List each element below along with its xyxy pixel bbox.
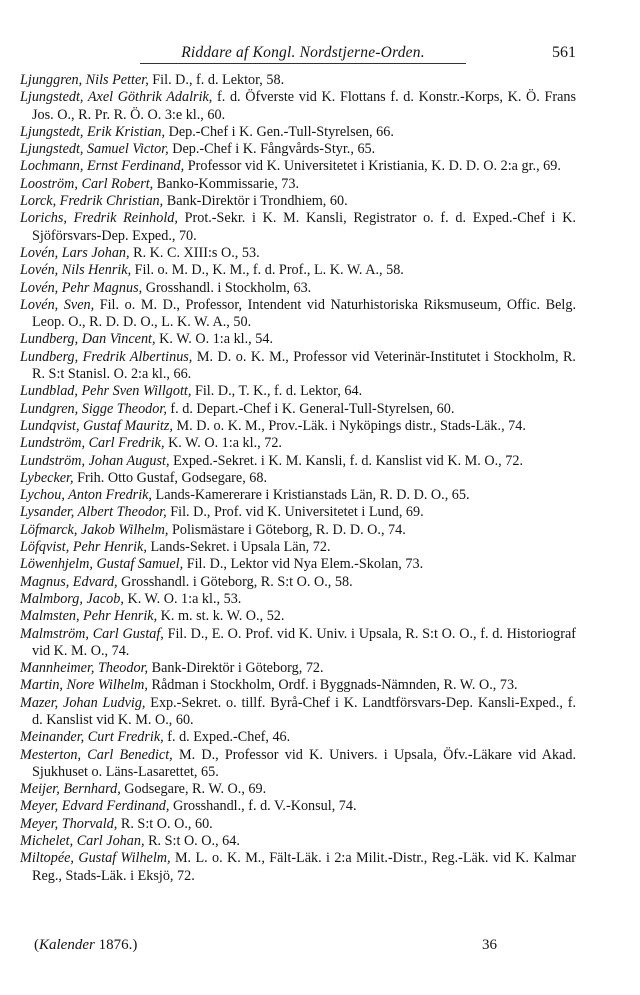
- entry-name: Mesterton, Carl Benedict,: [20, 746, 173, 763]
- entry-name: Ljungstedt, Axel Göthrik Adalrik,: [20, 89, 213, 106]
- entry-details: f. d. Depart.-Chef i K. General-Tull-Styrelsen, 60.: [166, 400, 455, 417]
- entry-name: Löwenhjelm, Gustaf Samuel,: [20, 556, 184, 573]
- entry-details: Fil. o. M. D., Professor, Intendent vid Naturhistoriska Riksmuseum, Offic. Belg. Leop. O., R. D. D. O., L. K. W. A., 50.: [32, 296, 576, 331]
- list-item: [20, 798, 576, 815]
- calendar-year: 1876.): [94, 937, 138, 953]
- entry-name: Lundqvist, Gustaf Mauritz,: [20, 417, 173, 434]
- entry-details: M. D. o. K. M., Professor vid Veterinär-Institutet i Stockholm, R. R. S:t Stanisl. O. 2:a kl., 66.: [32, 348, 576, 383]
- entry-name: Lovén, Sven,: [20, 296, 95, 313]
- list-item: [20, 124, 576, 141]
- list-item: [20, 297, 576, 332]
- entry-name: Löfqvist, Pehr Henrik,: [20, 539, 147, 556]
- list-item: [20, 677, 576, 694]
- list-item: [20, 747, 576, 782]
- entry-name: Lorichs, Fredrik Reinhold,: [20, 210, 178, 227]
- entry-name: Meyer, Thorvald,: [20, 815, 118, 832]
- page-number: 561: [552, 44, 576, 61]
- entry-details: Fil. D., Lektor vid Nya Elem.-Skolan, 73.: [183, 556, 424, 573]
- list-item: [20, 141, 576, 158]
- list-item: [20, 193, 576, 210]
- entry-name: Ljungstedt, Samuel Victor,: [20, 141, 169, 158]
- list-item: [20, 816, 576, 833]
- calendar-label: [34, 937, 137, 954]
- list-item: [20, 89, 576, 124]
- entry-details: Fil. D., f. d. Lektor, 58.: [148, 72, 285, 88]
- entry-name: Lovén, Pehr Magnus,: [20, 279, 143, 296]
- list-item: [20, 210, 576, 245]
- list-item: [20, 850, 576, 885]
- list-item: [20, 781, 576, 798]
- entry-name: Lychou, Anton Fredrik,: [20, 487, 152, 504]
- entry-name: Lysander, Albert Theodor,: [20, 504, 167, 521]
- entry-name: Ljunggren, Nils Petter,: [20, 72, 149, 88]
- entry-details: Grosshandl., f. d. V.-Konsul, 74.: [169, 798, 357, 815]
- entry-name: Lovén, Lars Johan,: [20, 244, 130, 261]
- entry-name: Looström, Carl Robert,: [20, 175, 154, 192]
- list-item: [20, 72, 576, 89]
- list-item: [20, 591, 576, 608]
- entry-name: Löfmarck, Jakob Wilhelm,: [20, 521, 169, 538]
- entry-details: Bank-Direktör i Göteborg, 72.: [148, 660, 324, 677]
- entry-name: Ljungstedt, Erik Kristian,: [20, 123, 166, 140]
- entry-list: [20, 72, 576, 885]
- list-item: [20, 418, 576, 435]
- entry-name: Lorck, Fredrik Christian,: [20, 193, 164, 210]
- list-item: [20, 695, 576, 730]
- entry-details: Dep.-Chef i K. Gen.-Tull-Styrelsen, 66.: [165, 123, 394, 140]
- entry-name: Meinander, Curt Fredrik,: [20, 729, 164, 746]
- entry-details: R. S:t O. O., 60.: [117, 815, 213, 832]
- entry-details: Fil. D., Prof. vid K. Universitetet i Lund, 69.: [166, 504, 424, 521]
- list-item: [20, 556, 576, 573]
- entry-details: Godsegare, R. W. O., 69.: [120, 781, 267, 798]
- entry-details: Fil. o. M. D., K. M., f. d. Prof., L. K. W. A., 58.: [131, 262, 404, 279]
- list-item: [20, 833, 576, 850]
- entry-details: M. L. o. K. M., Fält-Läk. i 2:a Milit.-Distr., Reg.-Läk. vid K. Kalmar Reg., Stads-Läk. i Eksjö, 72.: [32, 850, 576, 884]
- entry-name: Lochmann, Ernst Ferdinand,: [20, 158, 185, 175]
- entry-name: Miltopée, Gustaf Wilhelm,: [20, 850, 171, 867]
- list-item: [20, 349, 576, 384]
- entry-name: Meijer, Bernhard,: [20, 781, 121, 798]
- list-item: [20, 176, 576, 193]
- entry-details: f. d. Exped.-Chef, 46.: [163, 729, 291, 746]
- entry-name: Lundström, Carl Fredrik,: [20, 435, 165, 452]
- entry-name: Lovén, Nils Henrik,: [20, 262, 132, 279]
- entry-name: Mazer, Johan Ludvig,: [20, 694, 146, 711]
- entry-details: Banko-Kommissarie, 73.: [153, 175, 300, 192]
- list-item: [20, 729, 576, 746]
- entry-details: R. S:t O. O., 64.: [144, 833, 240, 850]
- page-footer: [20, 937, 576, 959]
- entry-details: K. W. O. 1:a kl., 53.: [123, 590, 242, 607]
- entry-name: Lundgren, Sigge Theodor,: [20, 400, 167, 417]
- running-title: Riddare af Kongl. Nordstjerne-Orden.: [140, 44, 466, 64]
- list-item: [20, 435, 576, 452]
- list-item: [20, 487, 576, 504]
- list-item: [20, 470, 576, 487]
- entry-name: Lundberg, Dan Vincent,: [20, 331, 156, 348]
- open-paren: (: [34, 937, 39, 953]
- entry-details: Fil. D., E. O. Prof. vid K. Univ. i Upsala, R. S:t O. O., f. d. Historiograf vid K. M. O., 74.: [32, 625, 576, 659]
- entry-details: R. K. C. XIII:s O., 53.: [129, 244, 260, 261]
- list-item: [20, 383, 576, 400]
- entry-name: Lundström, Johan August,: [20, 452, 170, 469]
- list-item: [20, 539, 576, 556]
- entry-details: Fil. D., T. K., f. d. Lektor, 64.: [191, 383, 363, 400]
- list-item: [20, 626, 576, 661]
- entry-details: Lands-Kamererare i Kristianstads Län, R. D. D. O., 65.: [151, 487, 470, 504]
- signature-mark: 36: [482, 937, 497, 953]
- list-item: [20, 574, 576, 591]
- entry-details: Bank-Direktör i Trondhiem, 60.: [163, 193, 348, 210]
- list-item: [20, 608, 576, 625]
- entry-details: Exped.-Sekret. i K. M. Kansli, f. d. Kanslist vid K. M. O., 72.: [169, 452, 523, 469]
- entry-details: M. D., Professor vid K. Univers. i Upsala, Öfv.-Läkare vid Akad. Sjukhuset o. Läns-Lasarettet, 65.: [32, 746, 576, 780]
- list-item: [20, 280, 576, 297]
- entry-details: K. m. st. k. W. O., 52.: [157, 608, 285, 625]
- entry-name: Lundberg, Fredrik Albertinus,: [20, 348, 193, 365]
- entry-details: Exp.-Sekret. o. tillf. Byrå-Chef i K. Landtförsvars-Dep. Kansli-Exped., f. d. Kanslist vid K. M. O., 60.: [32, 694, 576, 728]
- entry-name: Martin, Nore Wilhelm,: [20, 677, 148, 694]
- list-item: [20, 453, 576, 470]
- entry-details: K. W. O. 1:a kl., 72.: [164, 435, 282, 452]
- entry-name: Magnus, Edvard,: [20, 573, 118, 590]
- list-item: [20, 522, 576, 539]
- calendar-word: Kalender: [39, 937, 95, 953]
- entry-details: Grosshandl. i Stockholm, 63.: [142, 279, 312, 296]
- entry-name: Mannheimer, Theodor,: [20, 660, 149, 677]
- entry-details: Professor vid K. Universitetet i Kristiania, K. D. D. O. 2:a gr., 69.: [184, 158, 561, 175]
- entry-details: Frih. Otto Gustaf, Godsegare, 68.: [73, 469, 268, 486]
- entry-details: K. W. O. 1:a kl., 54.: [155, 331, 274, 348]
- entry-details: Polismästare i Göteborg, R. D. D. O., 74.: [168, 521, 406, 538]
- entry-details: Lands-Sekret. i Upsala Län, 72.: [146, 539, 331, 556]
- list-item: [20, 158, 576, 175]
- entry-name: Lybecker,: [20, 469, 74, 486]
- entry-details: f. d. Öfverste vid K. Flottans f. d. Konstr.-Korps, K. Ö. Frans Jos. O., R. Pr. R. Ö. O. 3:e kl., 60.: [32, 89, 576, 123]
- entry-name: Malmström, Carl Gustaf,: [20, 625, 164, 642]
- list-item: [20, 504, 576, 521]
- page-header: [20, 44, 576, 68]
- entry-details: Prot.-Sekr. i K. M. Kansli, Registrator o. f. d. Exped.-Chef i K. Sjöförsvars-Dep. Exped., 70.: [32, 210, 576, 244]
- list-item: [20, 262, 576, 279]
- entry-details: M. D. o. K. M., Prov.-Läk. i Nyköpings distr., Stads-Läk., 74.: [172, 417, 526, 434]
- list-item: [20, 660, 576, 677]
- list-item: [20, 331, 576, 348]
- entry-name: Malmborg, Jacob,: [20, 590, 124, 607]
- entry-name: Meyer, Edvard Ferdinand,: [20, 798, 170, 815]
- list-item: [20, 401, 576, 418]
- list-item: [20, 245, 576, 262]
- entry-name: Michelet, Carl Johan,: [20, 833, 145, 850]
- entry-name: Lundblad, Pehr Sven Willgott,: [20, 383, 192, 400]
- entry-details: Grosshandl. i Göteborg, R. S:t O. O., 58.: [117, 573, 353, 590]
- entry-details: Dep.-Chef i K. Fångvårds-Styr., 65.: [168, 141, 376, 158]
- entry-details: Rådman i Stockholm, Ordf. i Byggnads-Nämnden, R. W. O., 73.: [147, 677, 518, 694]
- entry-name: Malmsten, Pehr Henrik,: [20, 608, 158, 625]
